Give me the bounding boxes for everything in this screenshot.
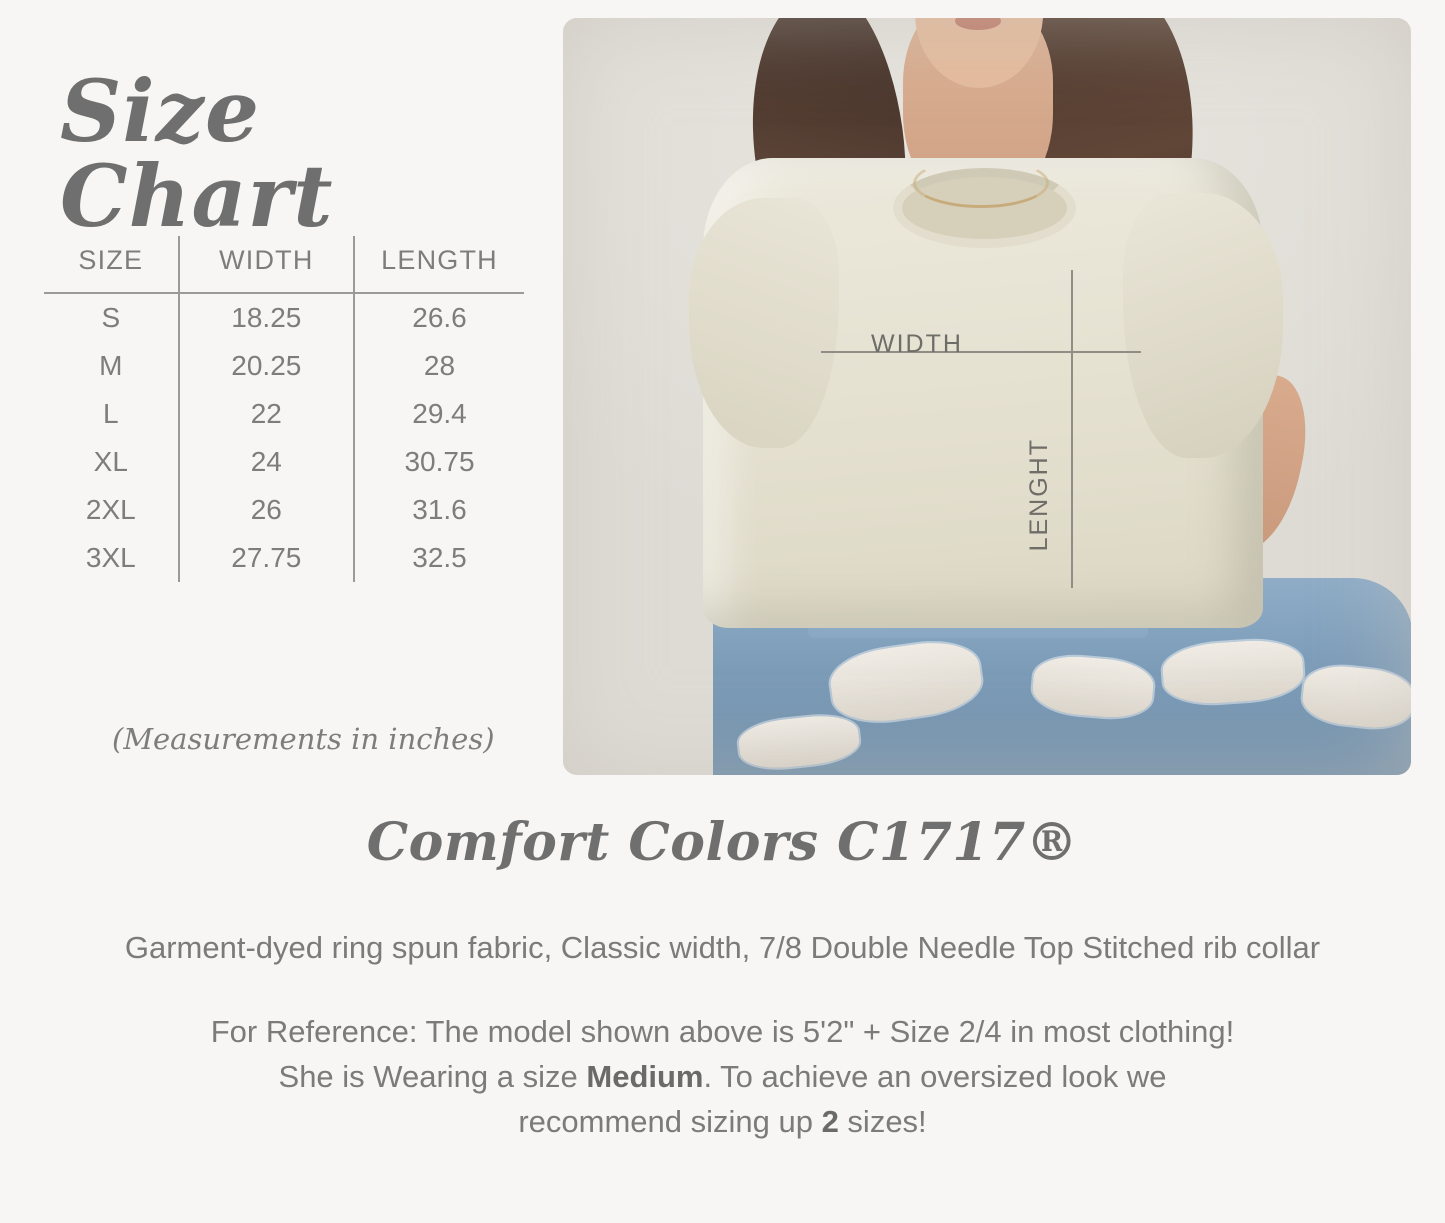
fabric-description: Garment-dyed ring spun fabric, Classic width, 7/8 Double Needle Top Stitched rib collar [124, 930, 1321, 965]
reference-line-2 [0, 1055, 1445, 1100]
reference-line-3-pre: recommend sizing up [518, 1103, 822, 1139]
cell-size: 3XL [85, 542, 136, 573]
tshirt-sleeve-right [1123, 193, 1283, 458]
cell-length: 26.6 [354, 293, 524, 342]
model-necklace [913, 158, 1049, 208]
tshirt-sleeve-left [689, 198, 839, 448]
cell-length: 31.6 [354, 486, 524, 534]
reference-line-3 [0, 1100, 1445, 1145]
reference-block [0, 1010, 1445, 1145]
cell-size: L [103, 398, 119, 429]
cell-width: 26 [179, 486, 354, 534]
table-row [44, 390, 524, 438]
length-measure-line [1071, 270, 1073, 588]
reference-size-emphasis: Medium [586, 1058, 704, 1094]
measurement-units-note: (Measurements in inches) [112, 722, 495, 756]
cell-width: 20.25 [179, 342, 354, 390]
cell-length: 32.5 [354, 534, 524, 582]
width-measure-label: WIDTH [871, 330, 963, 358]
cell-length: 30.75 [354, 438, 524, 486]
table-row [44, 342, 524, 390]
reference-sizeup-emphasis: 2 [821, 1103, 839, 1139]
table-row [44, 293, 524, 342]
model-photo [563, 18, 1411, 775]
cell-width: 22 [179, 390, 354, 438]
column-header-width: WIDTH [179, 236, 354, 293]
reference-line-2-post: . To achieve an oversized look we [703, 1058, 1167, 1094]
column-header-length: LENGTH [354, 236, 524, 293]
cell-size: XL [93, 446, 128, 477]
table-row [44, 486, 524, 534]
cell-width: 27.75 [179, 534, 354, 582]
size-table [44, 236, 524, 582]
cell-size: 2XL [85, 494, 136, 525]
cell-size: M [99, 350, 123, 381]
column-header-size: SIZE [44, 236, 179, 293]
table-header-row [44, 236, 524, 293]
brand-title: Comfort Colors C1717® [366, 812, 1079, 873]
reference-line-1: For Reference: The model shown above is 5'2" + Size 2/4 in most clothing! [210, 1014, 1235, 1049]
cell-width: 18.25 [179, 293, 354, 342]
length-measure-label: LENGHT [1025, 438, 1053, 552]
cell-length: 28 [354, 342, 524, 390]
cell-size: S [101, 302, 121, 333]
cell-width: 24 [179, 438, 354, 486]
table-row [44, 534, 524, 582]
table-row [44, 438, 524, 486]
page-title: Size Chart [60, 62, 334, 247]
cell-length: 29.4 [354, 390, 524, 438]
size-chart-panel [0, 0, 560, 790]
reference-line-2-pre: She is Wearing a size [278, 1058, 587, 1094]
reference-line-3-post: sizes! [838, 1103, 927, 1139]
